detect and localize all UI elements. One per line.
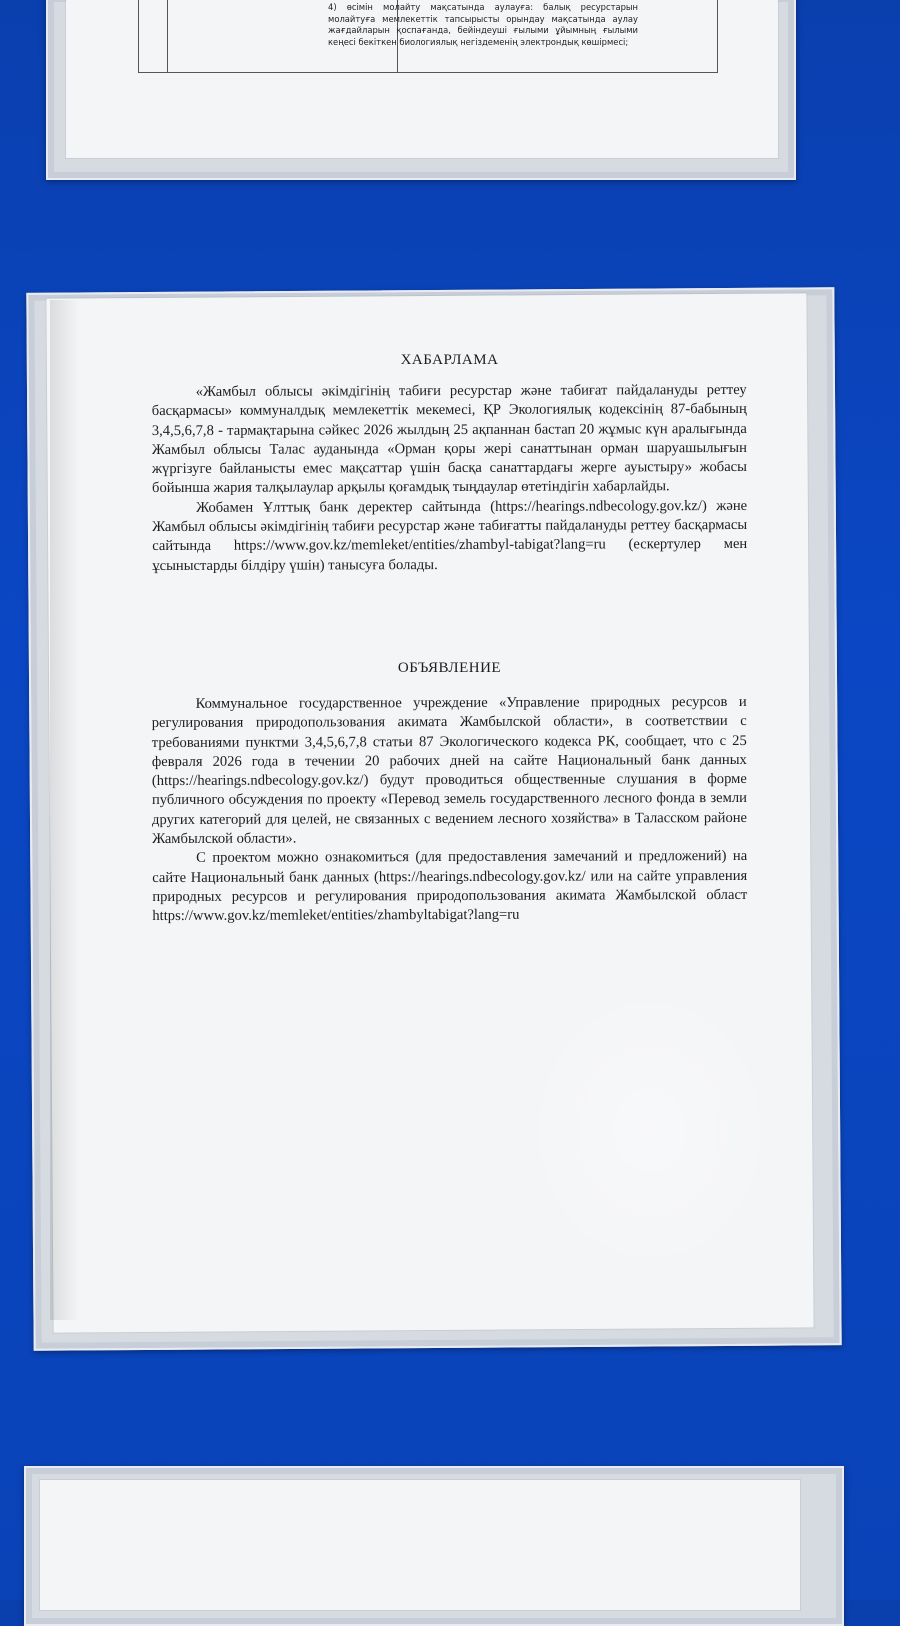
bottom-document-sheet bbox=[40, 1480, 800, 1610]
kazakh-notice-body bbox=[152, 381, 748, 576]
kazakh-notice-paragraph-1: «Жамбыл облысы әкімдігінің табиғи ресурстар және табиғат пайдалануды реттеу басқармасы» коммуналдық мемлекеттік мекемесі, ҚР Экологиялық кодексінің 87-бабының 3,4,5,6,7,8 - тармақтарына сәйкес 2026 жылдың 25 ақпаннан бастап 20 жұмыс күн аралығында Жамбыл облысы Талас ауданында «Орман қоры жері санаттынан орман шаруашылығын жүргізуге байланысты емес мақсаттар үшін басқа санаттардағы жерге ауыстыру» жобасы бойынша жария талқылаулар арқылы қоғамдық тыңдаулар өтетіндігін хабарлайды. bbox=[151, 381, 747, 497]
top-document-sheet bbox=[66, 0, 778, 158]
kazakh-notice-paragraph-2: Жобамен Ұлттық банк деректер сайтында (https://hearings.ndbecology.gov.kz/) және Жамбыл облысы әкімдігінің табиғи ресурстар және табиғатты пайдалануды реттеу басқармасы сайтында https://www.gov.kz/memleket/entities/zhambyl-tabigat?lang=ru (ескертулер мен ұсыныстарды білдіру үшін) танысуға болады. bbox=[152, 497, 748, 574]
russian-notice-paragraph-2: С проектом можно ознакомиться (для предоставления замечаний и предложений) на сайте Национальный банк данных (https://hearings.ndbecology.gov.kz/ или на сайте управления природных ресурсов и регулирования природопользования акимата Жамбылской област https://www.gov.kz/memleket/entities/zhambyltabigat?lang=ru bbox=[152, 848, 748, 925]
russian-notice-paragraph-1: Коммунальное государственное учреждение «Управление природных ресурсов и регулирования природопользования акимата Жамбылской области», в соответствии с требованиями пунктми 3,4,5,6,7,8 статьи 87 Экологического кодекса РК, сообщает, что с 25 февраля 2026 года в течении 20 рабочих дней на сайте Национальный банк данных (https://hearings.ndbecology.gov.kz/) будут проводиться общественные слушания в форме публичного обсуждения по проекту «Перевод земель государственного лесного фонда в земли других категорий для целей, не связанных с ведением лесного хозяйства» в Таласском районе Жамбылской области». bbox=[151, 693, 748, 848]
table-column-divider bbox=[167, 0, 168, 72]
russian-notice-title: ОБЪЯВЛЕНИЕ bbox=[397, 660, 502, 676]
kazakh-notice-title: ХАБАРЛАМА bbox=[400, 352, 499, 368]
russian-notice-body bbox=[152, 693, 748, 927]
top-document-fragment: 4) өсімін молайту мақсатында аулауға: балық ресурстарын молайтуға мемлекеттік тапсырысты орындау мақсатында аулау жағдайларын қоспағанда, бейіндеуші ғылыми ұйымның ғылыми кеңесі бекіткен биологиялық негіздеменің электрондық көшірмесі; bbox=[328, 2, 638, 47]
